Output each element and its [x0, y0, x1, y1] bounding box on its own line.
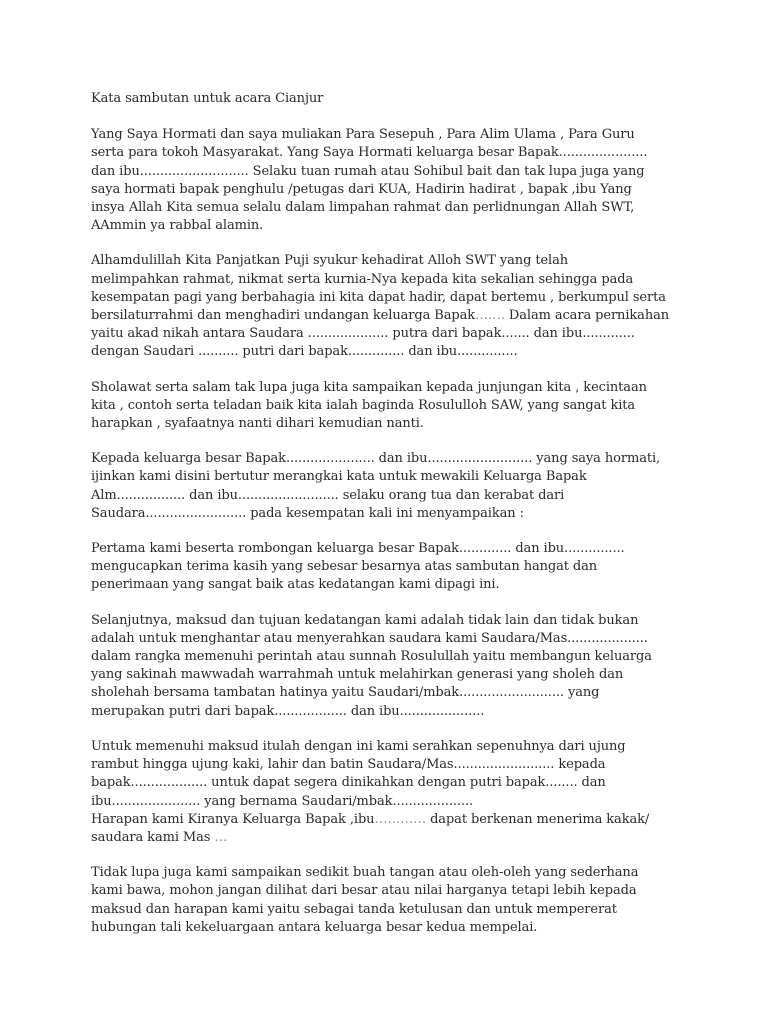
text-line	[91, 487, 691, 505]
paragraph	[91, 738, 691, 847]
text-segment: Harapan kami Kiranya Keluarga Bapak ,ibu	[91, 811, 375, 827]
text-line	[91, 540, 691, 558]
text-segment: ibu...................... yang bernama Saudari/mbak....................	[91, 793, 474, 809]
text-segment: insya Allah Kita semua selalu dalam limpahan rahmat dan perlidnungan Allah SWT,	[91, 200, 635, 216]
text-line	[91, 576, 691, 594]
text-segment: yaitu akad nikah antara Saudara .................... putra dari bapak....... dan ibu.............	[91, 326, 635, 342]
paragraph	[91, 450, 691, 523]
text-line	[91, 703, 691, 721]
text-segment: Untuk memenuhi maksud itulah dengan ini kami serahkan sepenuhnya dari ujung	[91, 738, 626, 754]
text-line	[91, 289, 691, 307]
text-line	[91, 829, 691, 847]
text-line	[91, 774, 691, 792]
text-segment: bersilaturrahmi dan menghadiri undangan keluarga Bapak	[91, 308, 476, 324]
text-line	[91, 666, 691, 684]
text-segment: Pertama kami beserta rombongan keluarga besar Bapak............. dan ibu...............	[91, 541, 625, 557]
text-segment: sholehah bersama tambatan hatinya yaitu Saudari/mbak.......................... yang	[91, 685, 600, 701]
text-line	[91, 612, 691, 630]
text-segment: harapkan , syafaatnya nanti dihari kemudian nanti.	[91, 416, 424, 432]
text-segment: Selanjutnya, maksud dan tujuan kedatangan kami adalah tidak lain dan tidak bukan	[91, 612, 639, 628]
text-segment: Alhamdulillah Kita Panjatkan Puji syukur kehadirat Alloh SWT yang telah	[91, 253, 569, 269]
text-segment: mengucapkan terima kasih yang sebesar besarnya atas sambutan hangat dan	[91, 559, 598, 575]
document-title: Kata sambutan untuk acara Cianjur	[91, 91, 324, 106]
text-line	[91, 756, 691, 774]
text-segment: bapak................... untuk dapat segera dinikahkan dengan putri bapak........ dan	[91, 775, 606, 791]
text-segment: dapat berkenan menerima kakak/	[426, 811, 650, 827]
text-line	[91, 558, 691, 576]
document-body	[91, 90, 691, 954]
text-segment: melimpahkan rahmat, nikmat serta kurnia-Nya kepada kita sekalian sehingga pada	[91, 271, 634, 287]
placeholder-dots: …………	[374, 811, 427, 827]
text-segment: dengan Saudari .......... putri dari bapak.............. dan ibu...............	[91, 344, 518, 360]
text-line	[91, 252, 691, 270]
text-line	[91, 738, 691, 756]
text-line	[91, 415, 691, 433]
paragraph	[91, 252, 691, 361]
text-line	[91, 379, 691, 397]
text-segment: Saudara......................... pada kesempatan kali ini menyampaikan :	[91, 505, 524, 521]
text-segment: Yang Saya Hormati dan saya muliakan Para Sesepuh , Para Alim Ulama , Para Guru	[91, 127, 635, 143]
text-line	[91, 343, 691, 361]
placeholder-dots: …….	[475, 308, 505, 324]
text-line	[91, 144, 691, 162]
text-line	[91, 163, 691, 181]
paragraph	[91, 540, 691, 595]
text-line	[91, 397, 691, 415]
text-line	[91, 450, 691, 468]
paragraph	[91, 379, 691, 434]
text-line	[91, 811, 691, 829]
text-line	[91, 271, 691, 289]
text-segment: dan ibu........................... Selaku tuan rumah atau Sohibul bait dan tak lupa juga yang	[91, 163, 645, 179]
text-line	[91, 793, 691, 811]
paragraph	[91, 864, 691, 937]
text-segment: saya hormati bapak penghulu /petugas dari KUA, Hadirin hadirat , bapak ,ibu Yang	[91, 181, 632, 197]
text-segment: kami bawa, mohon jangan dilihat dari besar atau nilai harganya tetapi lebih kepada	[91, 883, 637, 899]
text-segment: kesempatan pagi yang berbahagia ini kita dapat hadir, dapat bertemu , berkumpul serta	[91, 289, 666, 305]
text-segment: dalam rangka memenuhi perintah atau sunnah Rosulullah yaitu membangun keluarga	[91, 649, 652, 665]
text-segment: Tidak lupa juga kami sampaikan sedikit buah tangan atau oleh-oleh yang sederhana	[91, 865, 639, 881]
text-line	[91, 901, 691, 919]
text-line	[91, 684, 691, 702]
text-segment: AAmmin ya rabbal alamin.	[91, 218, 264, 234]
text-segment: maksud dan harapan kami yaitu sebagai tanda ketulusan dan untuk mempererat	[91, 901, 617, 917]
text-segment: kita , contoh serta teladan baik kita ialah baginda Rosululloh SAW, yang sangat kita	[91, 397, 636, 413]
text-segment: merupakan putri dari bapak.................. dan ibu.....................	[91, 703, 485, 719]
text-segment: ijinkan kami disini bertutur merangkai kata untuk mewakili Keluarga Bapak	[91, 469, 587, 485]
text-line	[91, 468, 691, 486]
text-line	[91, 919, 691, 937]
text-segment: penerimaan yang sangat baik atas kedatangan kami dipagi ini.	[91, 577, 500, 593]
text-line	[91, 864, 691, 882]
text-line	[91, 199, 691, 217]
text-segment: adalah untuk menghantar atau menyerahkan saudara kami Saudara/Mas....................	[91, 630, 648, 646]
text-segment: Kepada keluarga besar Bapak...................... dan ibu.......................... yang saya hormati,	[91, 451, 661, 467]
placeholder-dots: …	[214, 829, 228, 845]
paragraph	[91, 126, 691, 235]
text-line	[91, 126, 691, 144]
text-segment: Sholawat serta salam tak lupa juga kita sampaikan kepada junjungan kita , kecintaan	[91, 379, 647, 395]
text-line	[91, 181, 691, 199]
paragraph-list	[91, 126, 691, 937]
text-line	[91, 630, 691, 648]
text-segment: rambut hingga ujung kaki, lahir dan batin Saudara/Mas......................... kepada	[91, 757, 606, 773]
text-line	[91, 882, 691, 900]
text-segment: hubungan tali kekeluargaan antara keluarga besar kedua mempelai.	[91, 919, 538, 935]
text-line	[91, 325, 691, 343]
text-segment: yang sakinah mawwadah warrahmah untuk melahirkan generasi yang sholeh dan	[91, 667, 624, 683]
text-line	[91, 505, 691, 523]
text-segment: serta para tokoh Masyarakat. Yang Saya Hormati keluarga besar Bapak......................	[91, 145, 648, 161]
text-segment: Alm................. dan ibu......................... selaku orang tua dan kerabat dari	[91, 487, 565, 503]
text-segment: Dalam acara pernikahan	[504, 308, 670, 324]
text-line	[91, 217, 691, 235]
text-segment: saudara kami Mas	[91, 829, 215, 845]
paragraph	[91, 612, 691, 721]
text-line	[91, 648, 691, 666]
text-line	[91, 307, 691, 325]
